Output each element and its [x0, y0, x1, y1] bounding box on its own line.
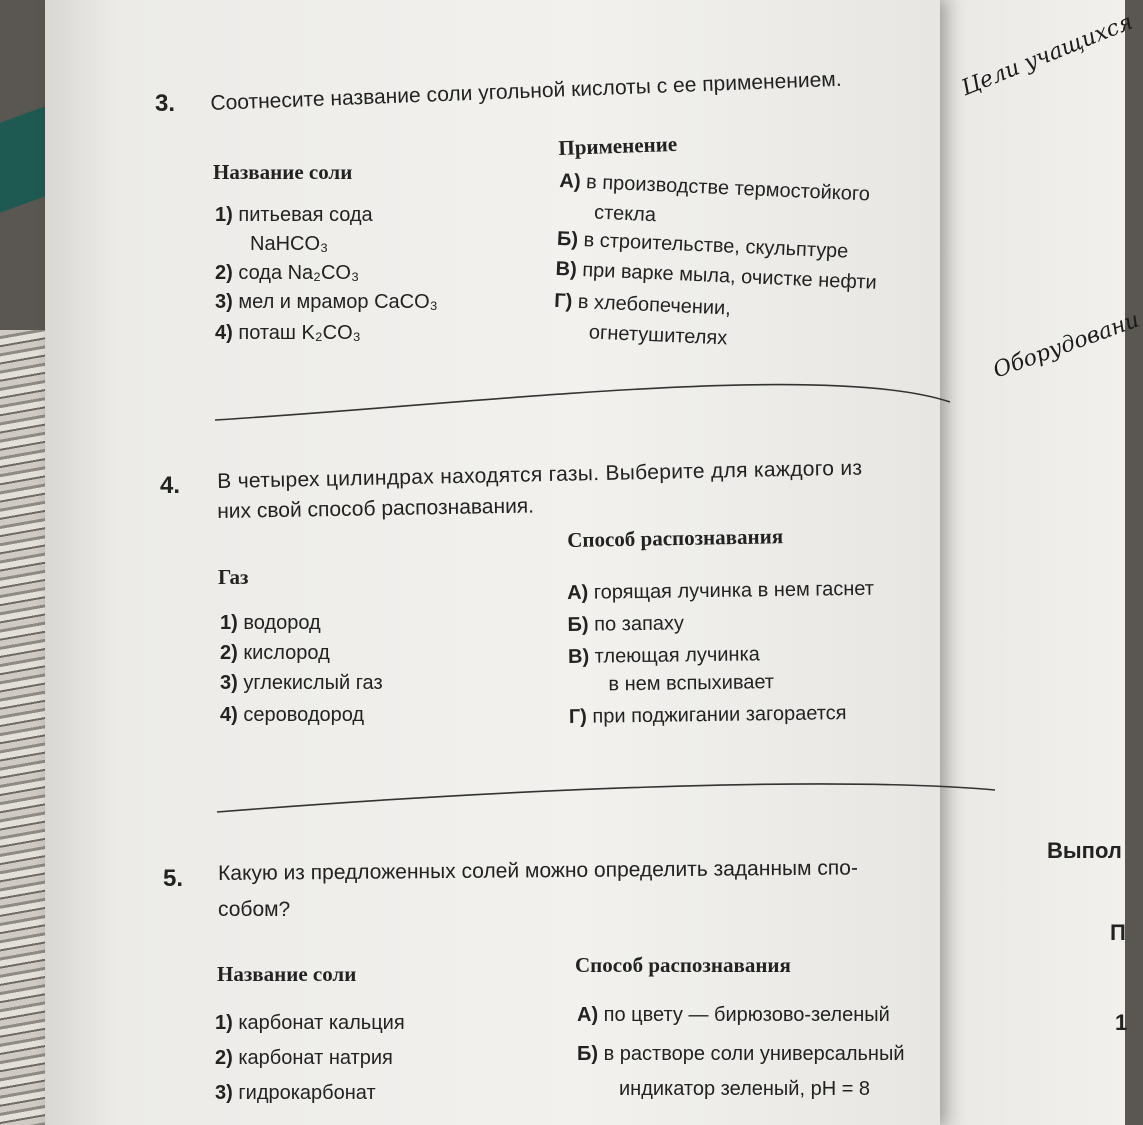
list-item: NaHCO₃	[250, 233, 329, 255]
q3-question: Соотнесите название соли угольной кислоты с ее применением.	[210, 67, 842, 115]
divider-line	[215, 385, 950, 420]
list-item: В) при варке мыла, очистке нефти	[555, 257, 878, 294]
q5-number: 5.	[163, 865, 184, 892]
divider-line	[217, 784, 995, 812]
q5-question-line2: собом?	[218, 898, 291, 921]
q5-left-header: Название соли	[217, 962, 357, 986]
list-item: 1) карбонат кальция	[215, 1012, 405, 1034]
list-item: 2) карбонат натрия	[215, 1047, 393, 1069]
list-item: Б) в строительстве, скульптуре	[556, 227, 849, 263]
list-item: индикатор зеленый, pH = 8	[619, 1078, 871, 1100]
right-page-digit: 1	[1115, 1010, 1128, 1035]
section-dividers	[45, 0, 940, 1125]
q4-question-line1: В четырех цилиндрах находятся газы. Выберите для каждого из	[217, 456, 863, 493]
list-item: огнетушителях	[588, 321, 728, 350]
right-page	[930, 0, 1143, 1125]
list-item: А) горящая лучинка в нем гаснет	[567, 577, 875, 604]
list-item: Б) в растворе соли универсальный	[577, 1043, 905, 1065]
q4-left-header: Газ	[218, 565, 249, 589]
list-item: 3) гидрокарбонат	[215, 1082, 376, 1104]
right-page-letter: П	[1110, 920, 1126, 945]
right-page-label: Выпол	[1047, 838, 1122, 863]
q4-question-line2: них свой способ распознавания.	[217, 494, 535, 523]
list-item: в нем вспыхивает	[608, 671, 775, 696]
list-item: 3) мел и мрамор CaCO₃	[215, 291, 438, 313]
list-item: 4) поташ K₂CO₃	[215, 322, 361, 344]
list-item: А) по цвету — бирюзово-зеленый	[577, 1004, 890, 1026]
q3-right-header: Применение	[558, 131, 678, 160]
list-item: 1) водород	[220, 612, 321, 634]
list-item: 4) сероводород	[220, 704, 365, 726]
list-item: В) тлеющая лучинка	[567, 643, 760, 668]
q4-right-header: Способ распознавания	[567, 524, 784, 552]
handwritten-goals: Цели учащихся	[958, 9, 1137, 102]
q3-left-header: Название соли	[213, 160, 353, 184]
q4-number: 4.	[160, 472, 181, 499]
q3-number: 3.	[155, 90, 176, 117]
list-item: 1) питьевая сода	[215, 204, 373, 226]
q5-question-line1: Какую из предложенных солей можно определить заданным спо-	[218, 856, 859, 885]
list-item: 3) углекислый газ	[220, 672, 383, 694]
list-item: стекла	[593, 201, 657, 227]
handwritten-equipment: Оборудовани	[990, 307, 1143, 384]
list-item: Г) при поджигании загорается	[568, 702, 847, 728]
list-item: Б) по запаху	[567, 612, 685, 636]
book-page	[45, 0, 940, 1125]
list-item: А) в производстве термостойкого	[559, 170, 871, 206]
list-item: 2) сода Na₂CO₃	[215, 262, 360, 284]
q5-right-header: Способ распознавания	[575, 953, 791, 977]
list-item: 2) кислород	[220, 642, 330, 664]
list-item: Г) в хлебопечении,	[553, 289, 732, 320]
